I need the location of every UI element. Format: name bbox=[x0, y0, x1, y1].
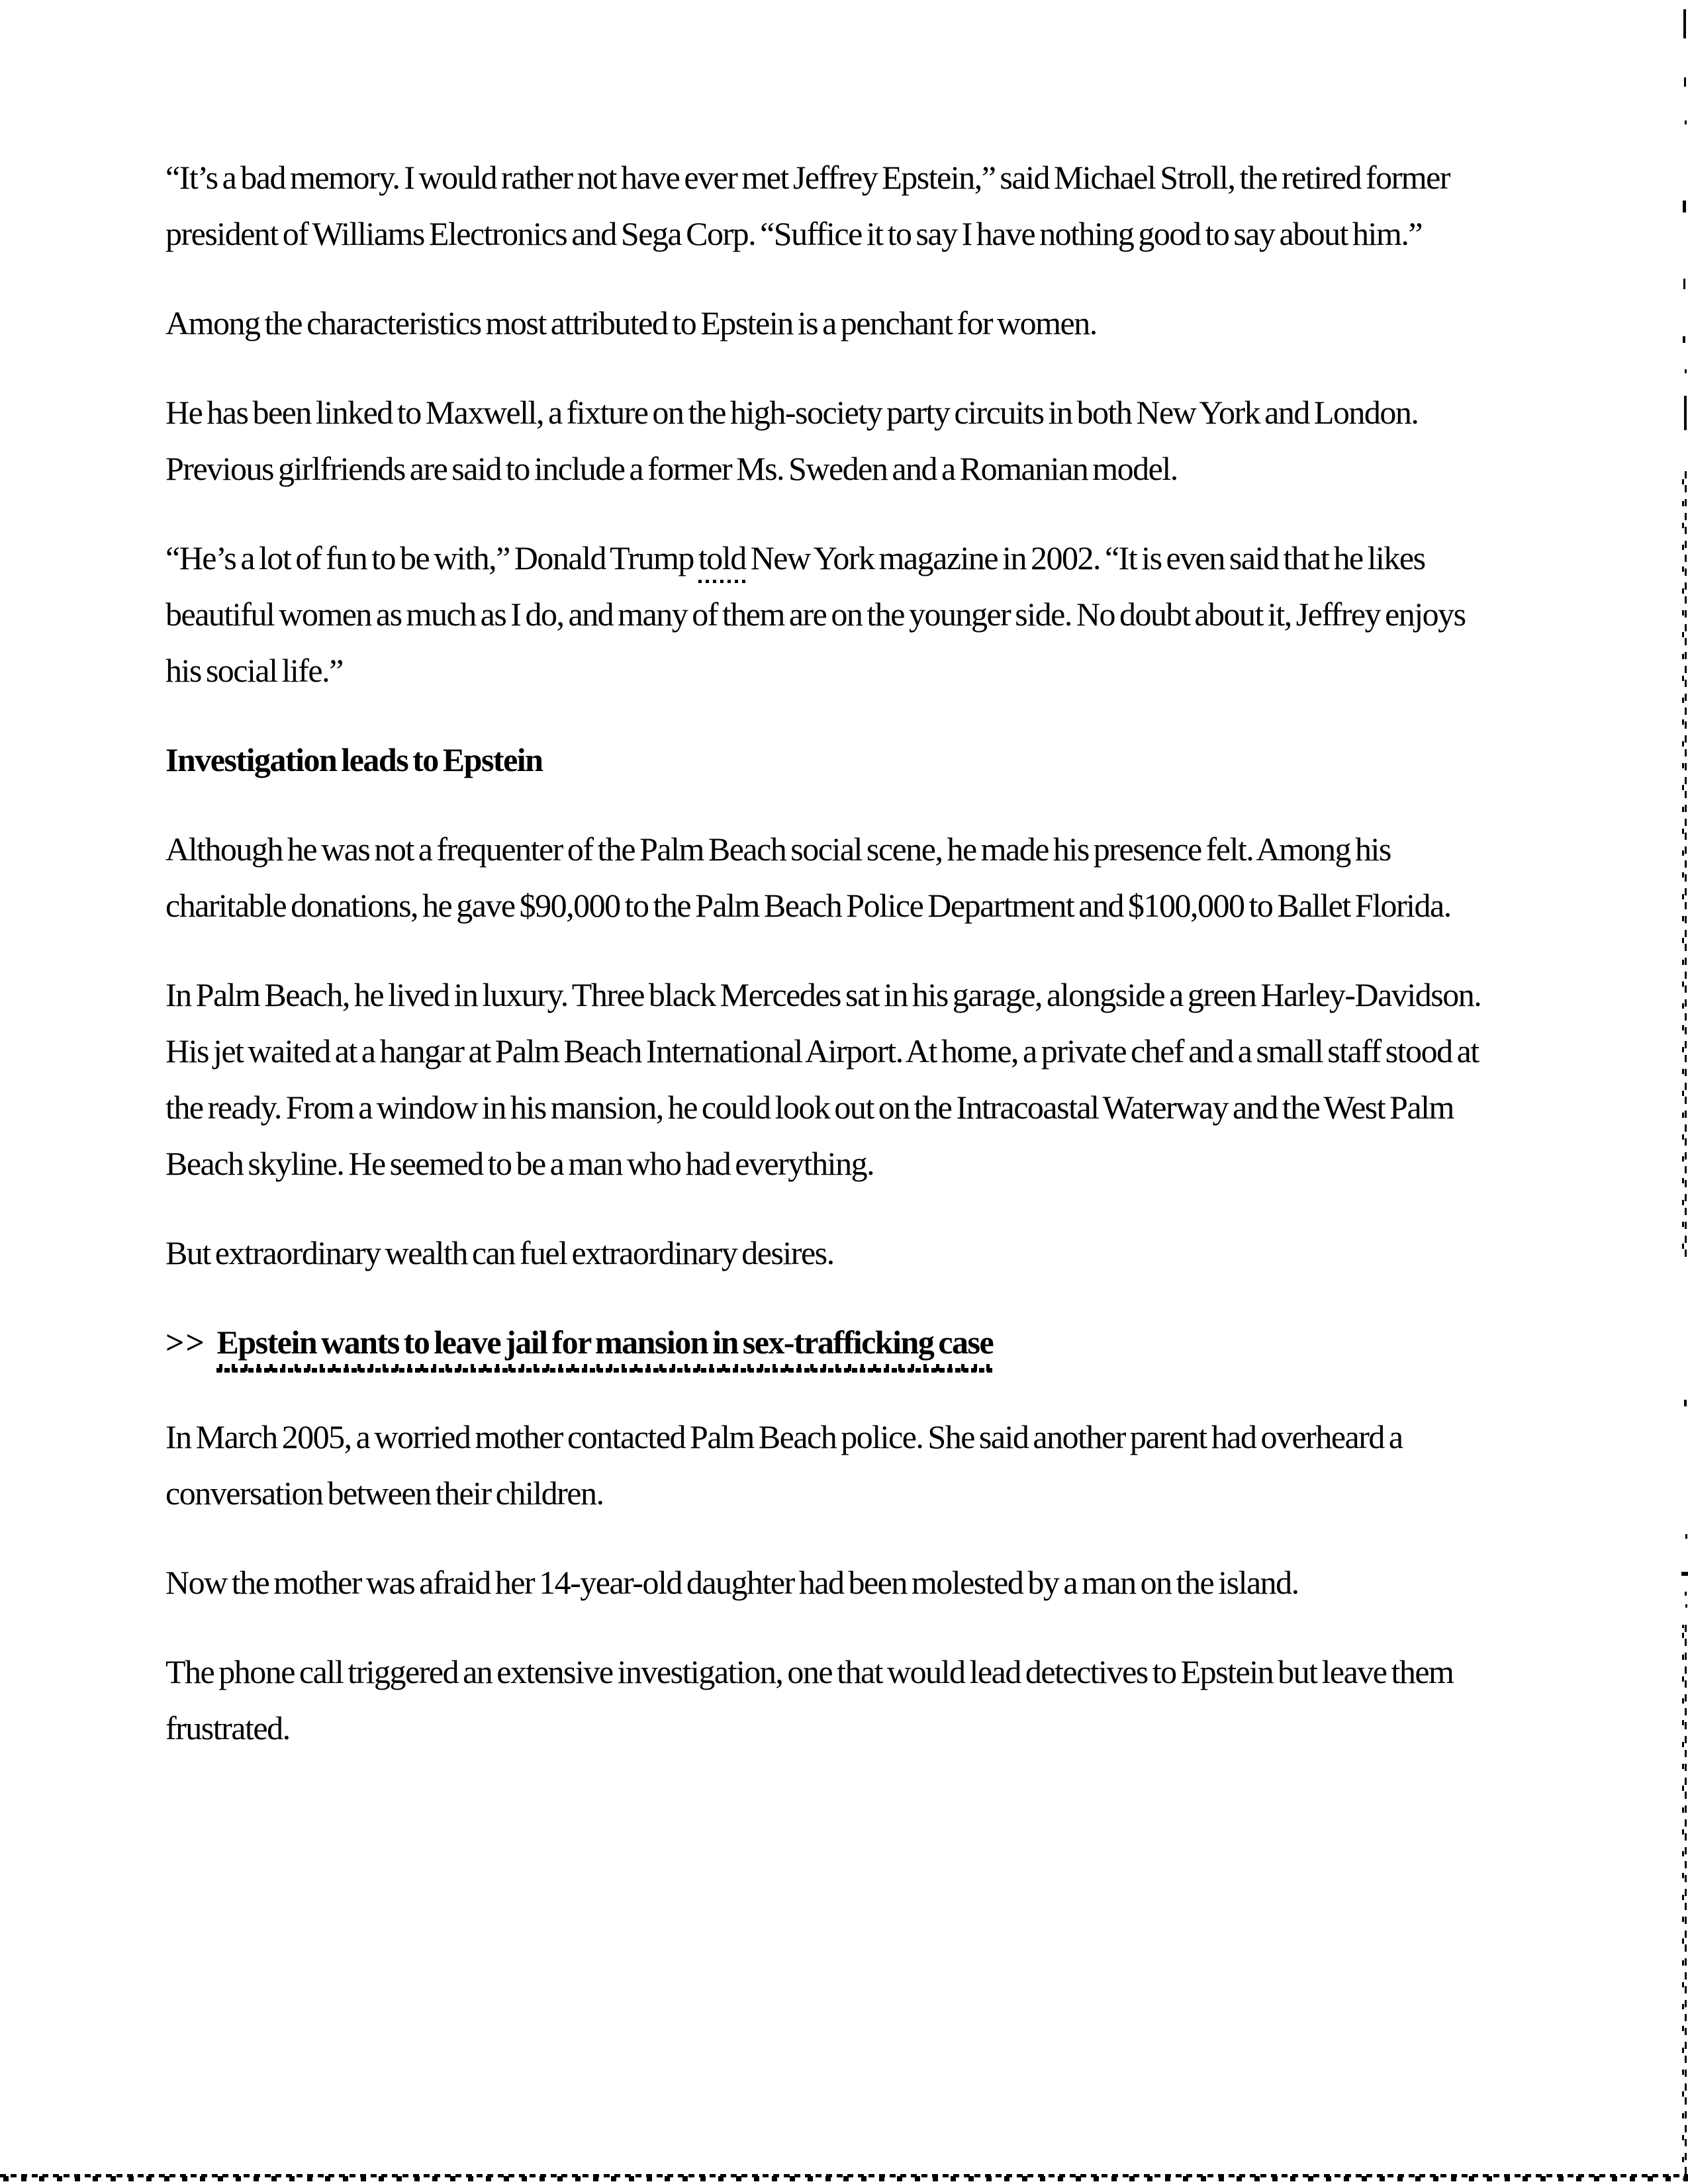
scan-artifact-right-edge-dash bbox=[1683, 201, 1686, 212]
paragraph bbox=[165, 821, 1489, 934]
scan-artifact-right-edge-dot bbox=[1685, 1592, 1687, 1596]
scan-artifact-right-edge-dash bbox=[1683, 279, 1685, 289]
related-link-heading bbox=[165, 1314, 1489, 1371]
scan-artifact-right-edge-dash bbox=[1681, 1572, 1688, 1576]
text-segment: Among the characteristics most attributed to Epstein is a penchant for women. bbox=[165, 304, 1097, 341]
section-heading bbox=[165, 732, 1489, 788]
article-body bbox=[165, 150, 1489, 1790]
paragraph bbox=[165, 295, 1489, 351]
paragraph bbox=[165, 385, 1489, 497]
paragraph bbox=[165, 1555, 1489, 1611]
text-segment: New York magazine in 2002. “It is even said that he likes beautiful women as much as I do, and many of them are on the younger side. No doubt about it, Jeffrey enjoys his social life.” bbox=[165, 539, 1466, 689]
text-segment: Now the mother was afraid her 14-year-old daughter had been molested by a man on the island. bbox=[165, 1564, 1299, 1601]
paragraph bbox=[165, 967, 1489, 1192]
scan-artifact-right-edge-noise-column bbox=[1682, 1625, 1687, 2179]
scan-artifact-right-edge-dash bbox=[1684, 77, 1686, 87]
inline-link-told[interactable]: told bbox=[698, 539, 746, 583]
scan-artifact-right-edge-dot bbox=[1685, 369, 1687, 373]
text-segment: Although he was not a frequenter of the Palm Beach social scene, he made his presence felt. Among his charitable donations, he gave $90,000 to the Palm Beach Police Department and $100,000 to Ballet Florida. bbox=[165, 831, 1451, 924]
scan-artifact-bottom-noise-line bbox=[0, 2172, 1688, 2181]
scan-artifact-right-edge-line bbox=[1683, 9, 1686, 38]
paragraph bbox=[165, 1225, 1489, 1281]
scan-artifact-right-edge-dash bbox=[1684, 1400, 1687, 1406]
paragraph bbox=[165, 150, 1489, 262]
scan-artifact-right-edge-dot bbox=[1685, 1604, 1687, 1608]
text-segment: “It’s a bad memory. I would rather not have ever met Jeffrey Epstein,” said Michael Stroll, the retired former president of Williams Electronics and Sega Corp. “Suffice it to say I have nothing good to say about him.” bbox=[165, 159, 1450, 252]
text-segment: In Palm Beach, he lived in luxury. Three black Mercedes sat in his garage, alongside a green Harley-Davidson. His jet waited at a hangar at Palm Beach International Airport. At home, a private chef and a small staff stood at the ready. From a window in his mansion, he could look out on the Intracoastal Waterway and the West Palm Beach skyline. He seemed to be a man who had everything. bbox=[165, 976, 1481, 1182]
scan-artifact-right-edge-dot bbox=[1685, 1534, 1687, 1539]
text-segment: But extraordinary wealth can fuel extraordinary desires. bbox=[165, 1234, 834, 1271]
scan-artifact-right-edge-noise-column bbox=[1682, 471, 1687, 1262]
paragraph bbox=[165, 1644, 1489, 1756]
scan-artifact-right-edge-line bbox=[1684, 396, 1687, 430]
text-segment: In March 2005, a worried mother contacted Palm Beach police. She said another parent had overheard a conversation between their children. bbox=[165, 1418, 1403, 1512]
related-article-link[interactable]: Epstein wants to leave jail for mansion in sex-trafficking case bbox=[216, 1324, 993, 1373]
text-segment: The phone call triggered an extensive investigation, one that would lead detectives to Epstein but leave them frustrated. bbox=[165, 1653, 1454, 1747]
text-segment: Investigation leads to Epstein bbox=[165, 741, 543, 778]
double-chevron-icon: >> bbox=[165, 1324, 213, 1361]
text-segment: He has been linked to Maxwell, a fixture on the high-society party circuits in both New York and London. Previous girlfriends are said to include a former Ms. Sweden and a Romanian model. bbox=[165, 394, 1419, 487]
scan-artifact-right-edge-dash bbox=[1683, 336, 1685, 343]
paragraph bbox=[165, 530, 1489, 699]
scan-artifact-right-edge-dot bbox=[1685, 120, 1687, 124]
text-segment: “He’s a lot of fun to be with,” Donald Trump bbox=[165, 539, 698, 576]
paragraph bbox=[165, 1409, 1489, 1522]
